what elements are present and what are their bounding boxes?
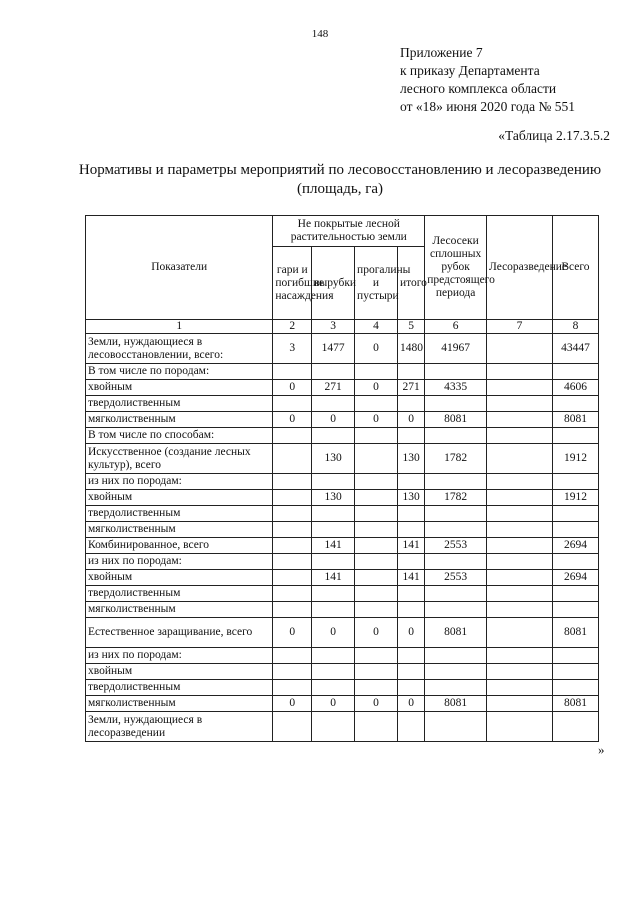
header-burned: гари и погибшие насаждения (273, 247, 312, 320)
table-label: «Таблица 2.17.3.5.2 (498, 128, 610, 143)
row-value (273, 396, 312, 412)
row-value (273, 474, 312, 490)
row-value (312, 586, 355, 602)
row-value (273, 664, 312, 680)
row-value (355, 538, 398, 554)
row-value (273, 428, 312, 444)
row-value (486, 602, 552, 618)
row-value: 8081 (552, 696, 598, 712)
row-value (552, 396, 598, 412)
row-value: 41967 (425, 334, 487, 364)
row-value (425, 554, 487, 570)
table-row (86, 586, 599, 602)
row-value (355, 428, 398, 444)
row-value (552, 428, 598, 444)
row-value (486, 412, 552, 428)
row-value (425, 522, 487, 538)
table-row (86, 602, 599, 618)
table-row (86, 648, 599, 664)
row-value (312, 522, 355, 538)
row-value: 8081 (425, 696, 487, 712)
row-value: 8081 (552, 618, 598, 648)
row-value (425, 712, 487, 742)
column-number: 8 (552, 320, 598, 334)
row-value: 0 (312, 696, 355, 712)
column-number: 7 (486, 320, 552, 334)
row-value (273, 364, 312, 380)
column-number: 2 (273, 320, 312, 334)
row-label: В том числе по породам: (86, 364, 273, 380)
row-value: 0 (312, 618, 355, 648)
column-number: 3 (312, 320, 355, 334)
header-uncovered: Не покрытые лесной растительностью земли (273, 216, 425, 247)
row-value: 8081 (425, 618, 487, 648)
row-value (273, 444, 312, 474)
row-value (397, 586, 424, 602)
table-row (86, 554, 599, 570)
row-value (486, 522, 552, 538)
title-line: (площадь, га) (297, 181, 383, 197)
row-label: Искусственное (создание лесных культур), всего (86, 444, 273, 474)
row-value (355, 680, 398, 696)
row-value (355, 586, 398, 602)
row-value (355, 474, 398, 490)
row-value (552, 522, 598, 538)
row-value (273, 554, 312, 570)
row-value (552, 648, 598, 664)
table-row (86, 428, 599, 444)
row-value (397, 396, 424, 412)
header-row (86, 216, 599, 247)
page-number: 148 (311, 28, 329, 40)
row-value (486, 396, 552, 412)
closing-quote: » (598, 742, 605, 757)
row-value (552, 680, 598, 696)
row-value: 0 (273, 412, 312, 428)
appendix-line: Приложение 7 (400, 45, 483, 60)
appendix-block (400, 44, 575, 116)
row-value (552, 602, 598, 618)
row-value (397, 712, 424, 742)
row-value (486, 664, 552, 680)
row-value: 141 (397, 538, 424, 554)
table-row (86, 412, 599, 428)
row-value: 141 (312, 570, 355, 586)
row-value: 0 (355, 334, 398, 364)
row-value (312, 602, 355, 618)
row-value (355, 602, 398, 618)
row-value: 0 (397, 696, 424, 712)
row-value: 130 (397, 444, 424, 474)
row-value: 4606 (552, 380, 598, 396)
table-row (86, 490, 599, 506)
header-indicators: Показатели (86, 216, 273, 320)
row-value (273, 648, 312, 664)
row-label: мягколиственным (86, 412, 273, 428)
row-value (425, 586, 487, 602)
row-value: 1782 (425, 490, 487, 506)
row-value: 2553 (425, 570, 487, 586)
row-value: 0 (397, 412, 424, 428)
row-value (355, 648, 398, 664)
row-value (486, 648, 552, 664)
table-row (86, 618, 599, 648)
row-value (397, 474, 424, 490)
row-value (355, 570, 398, 586)
table-row (86, 364, 599, 380)
row-value: 3 (273, 334, 312, 364)
column-number: 6 (425, 320, 487, 334)
row-value (486, 680, 552, 696)
row-label: хвойным (86, 380, 273, 396)
row-label: мягколиственным (86, 696, 273, 712)
row-value: 2694 (552, 538, 598, 554)
row-value (355, 712, 398, 742)
row-label: Естественное заращивание, всего (86, 618, 273, 648)
title-line: Нормативы и параметры мероприятий по лесовосстановлению и лесоразведению (78, 162, 602, 178)
row-value (397, 522, 424, 538)
row-value: 0 (273, 380, 312, 396)
row-value: 130 (312, 490, 355, 506)
row-value (425, 396, 487, 412)
appendix-line: к приказу Департамента (400, 63, 540, 78)
header-cuttings: вырубки (312, 247, 355, 320)
header-clearcuts: Лесосеки сплошных рубок предстоящего периода (425, 216, 487, 320)
row-value: 141 (397, 570, 424, 586)
row-value (273, 506, 312, 522)
column-number: 5 (397, 320, 424, 334)
table-row (86, 664, 599, 680)
row-value: 1477 (312, 334, 355, 364)
table-row (86, 334, 599, 364)
table-row (86, 444, 599, 474)
row-value (486, 618, 552, 648)
row-value (425, 506, 487, 522)
row-label: твердолиственным (86, 506, 273, 522)
row-value: 2694 (552, 570, 598, 586)
header-total-uncovered: итого (397, 247, 424, 320)
row-value (397, 602, 424, 618)
row-label: Земли, нуждающиеся в лесоразведении (86, 712, 273, 742)
row-label: мягколиственным (86, 602, 273, 618)
row-value (552, 554, 598, 570)
row-label: из них по породам: (86, 554, 273, 570)
row-value (273, 522, 312, 538)
row-value (355, 364, 398, 380)
row-label: Комбинированное, всего (86, 538, 273, 554)
row-value (273, 490, 312, 506)
row-value (552, 364, 598, 380)
row-value: 0 (355, 696, 398, 712)
table-row (86, 538, 599, 554)
row-value (425, 474, 487, 490)
row-value (486, 554, 552, 570)
table-row (86, 712, 599, 742)
row-value (486, 506, 552, 522)
row-value (312, 680, 355, 696)
row-value: 2553 (425, 538, 487, 554)
row-value (312, 428, 355, 444)
row-value (312, 664, 355, 680)
row-value: 0 (355, 380, 398, 396)
column-number: 1 (86, 320, 273, 334)
row-value: 8081 (552, 412, 598, 428)
row-value (486, 474, 552, 490)
row-value: 4335 (425, 380, 487, 396)
row-value (273, 680, 312, 696)
row-value: 0 (312, 412, 355, 428)
row-value (355, 522, 398, 538)
appendix-line: от «18» июня 2020 года № 551 (400, 99, 576, 114)
table-row (86, 696, 599, 712)
row-value (552, 586, 598, 602)
row-value (397, 664, 424, 680)
row-value (273, 586, 312, 602)
row-value: 1912 (552, 444, 598, 474)
row-label: хвойным (86, 490, 273, 506)
row-value (397, 506, 424, 522)
row-label: мягколиственным (86, 522, 273, 538)
row-value (486, 696, 552, 712)
row-value (486, 380, 552, 396)
row-value (486, 428, 552, 444)
row-value (486, 538, 552, 554)
row-value (486, 586, 552, 602)
row-value (425, 428, 487, 444)
row-value: 0 (355, 412, 398, 428)
header-total: Всего (552, 216, 598, 320)
row-value (273, 538, 312, 554)
row-value (552, 506, 598, 522)
row-value (312, 474, 355, 490)
table-body (86, 334, 599, 742)
row-value (486, 570, 552, 586)
norms-table (85, 215, 599, 742)
row-value: 8081 (425, 412, 487, 428)
row-value (397, 554, 424, 570)
row-value (425, 364, 487, 380)
row-value: 1782 (425, 444, 487, 474)
table-row (86, 522, 599, 538)
row-value (486, 334, 552, 364)
row-value (273, 712, 312, 742)
header-glades: прогалины и пустыри (355, 247, 398, 320)
row-value: 43447 (552, 334, 598, 364)
row-value (397, 680, 424, 696)
row-value (312, 648, 355, 664)
row-label: хвойным (86, 570, 273, 586)
row-value: 0 (397, 618, 424, 648)
row-value (355, 554, 398, 570)
row-value: 1912 (552, 490, 598, 506)
row-value (552, 664, 598, 680)
table-row (86, 380, 599, 396)
row-label: твердолиственным (86, 680, 273, 696)
table-row (86, 396, 599, 412)
row-value (397, 648, 424, 664)
row-value (425, 602, 487, 618)
row-value (355, 490, 398, 506)
row-label: В том числе по способам: (86, 428, 273, 444)
row-value: 271 (397, 380, 424, 396)
row-value (397, 364, 424, 380)
row-value (486, 364, 552, 380)
row-value: 0 (355, 618, 398, 648)
column-number-row (86, 320, 599, 334)
row-value (312, 506, 355, 522)
row-value (552, 474, 598, 490)
row-value (355, 444, 398, 474)
table-row (86, 680, 599, 696)
row-value (312, 554, 355, 570)
table-row (86, 506, 599, 522)
row-value: 141 (312, 538, 355, 554)
row-label: твердолиственным (86, 586, 273, 602)
row-value: 0 (273, 618, 312, 648)
row-value (355, 506, 398, 522)
row-value (355, 664, 398, 680)
document-title (70, 161, 610, 199)
row-value (425, 680, 487, 696)
row-value (486, 490, 552, 506)
row-label: твердолиственным (86, 396, 273, 412)
row-value (312, 396, 355, 412)
row-value (273, 602, 312, 618)
column-number: 4 (355, 320, 398, 334)
row-value (425, 664, 487, 680)
row-value (425, 648, 487, 664)
header-afforestation: Лесоразведение (486, 216, 552, 320)
appendix-line: лесного комплекса области (400, 81, 557, 96)
row-value (397, 428, 424, 444)
row-value (273, 570, 312, 586)
row-value: 1480 (397, 334, 424, 364)
row-label: из них по породам: (86, 474, 273, 490)
row-value (312, 712, 355, 742)
row-value: 130 (397, 490, 424, 506)
row-value (486, 712, 552, 742)
row-value: 271 (312, 380, 355, 396)
row-value: 0 (273, 696, 312, 712)
table-row (86, 570, 599, 586)
row-label: из них по породам: (86, 648, 273, 664)
row-value (552, 712, 598, 742)
row-label: хвойным (86, 664, 273, 680)
row-label: Земли, нуждающиеся в лесовосстановлении, всего: (86, 334, 273, 364)
row-value (312, 364, 355, 380)
row-value (486, 444, 552, 474)
row-value (355, 396, 398, 412)
row-value: 130 (312, 444, 355, 474)
table-row (86, 474, 599, 490)
